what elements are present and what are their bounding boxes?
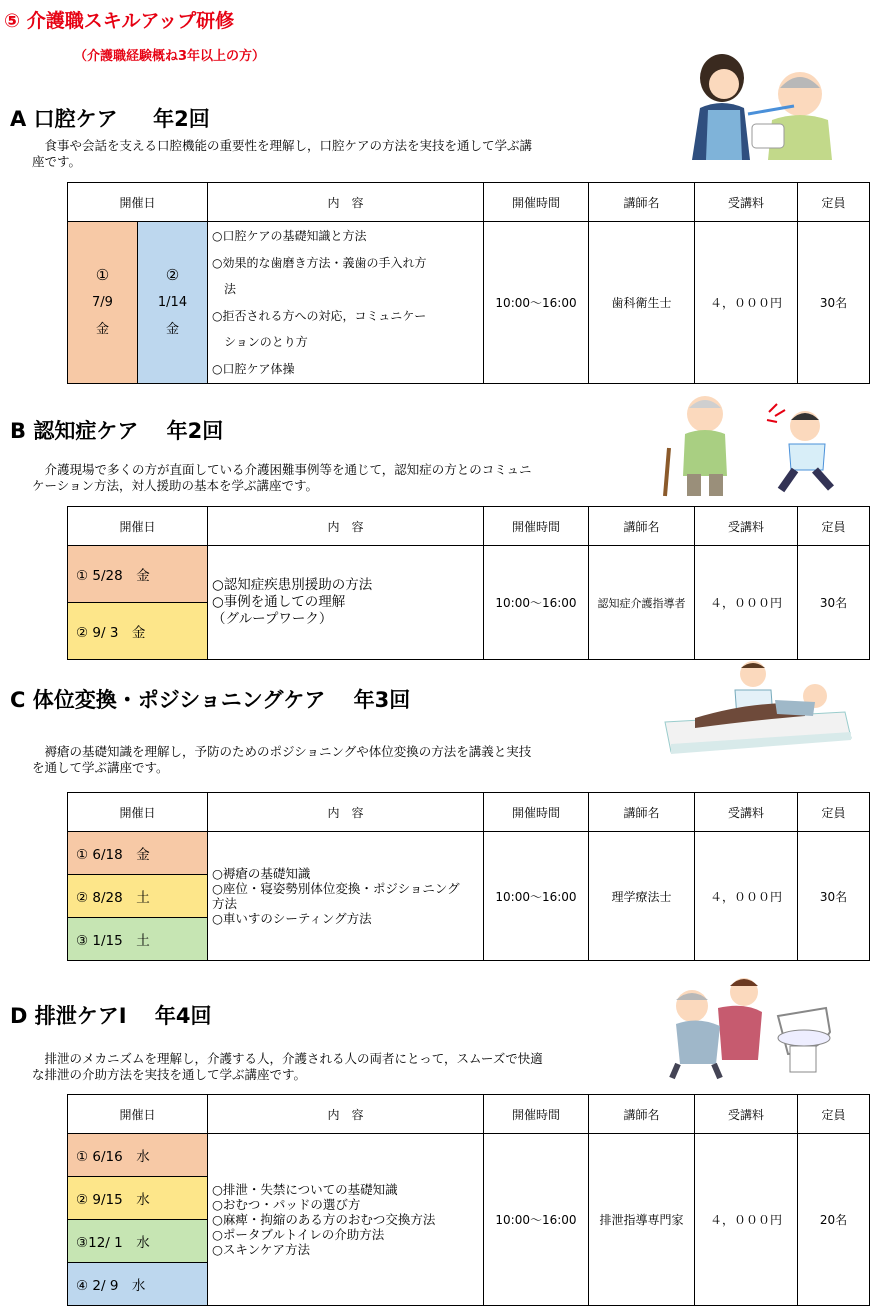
time-cell: 10:00～16:00: [484, 832, 589, 961]
content-line: （グループワーク）: [212, 611, 333, 627]
dementia-care-illustration: [655, 390, 850, 498]
content-line: ○排泄・失禁についての基礎知識: [212, 1182, 398, 1197]
section-b-description: [32, 462, 592, 494]
course-table-d: [67, 1094, 870, 1306]
toilet-care-illustration: [658, 972, 838, 1080]
date-cell-1: ① 6/18 金: [68, 832, 208, 875]
content-line: ○座位・寝姿勢別体位変換・ポジショニング: [212, 881, 460, 896]
desc-line: な排泄の介助方法を実技を通して学ぶ講座です。: [32, 1067, 307, 1082]
content-line: ○褥瘡の基礎知識: [212, 866, 311, 881]
section-b-title: B 認知症ケア 年2回: [10, 419, 224, 443]
capacity-cell: 20名: [798, 1134, 870, 1306]
date-day: 金: [166, 322, 180, 337]
content-line: ○事例を通しての理解: [212, 594, 346, 610]
header-capacity: 定員: [798, 1095, 870, 1134]
header-fee: 受講料: [695, 183, 798, 222]
section-d-title: D 排泄ケアⅠ 年4回: [10, 1004, 212, 1028]
desc-line: を通して学ぶ講座です。: [32, 760, 169, 775]
date-cell-1: ① 6/16 水: [68, 1134, 208, 1177]
header-capacity: 定員: [798, 507, 870, 546]
table-header-row: [68, 1095, 870, 1134]
date-num: ①: [95, 266, 110, 284]
section-d-description: [32, 1051, 592, 1083]
date-day: 金: [95, 322, 109, 337]
content-line: ○車いすのシーティング方法: [212, 911, 372, 926]
header-instructor: 講師名: [589, 507, 695, 546]
header-date: 開催日: [68, 1095, 208, 1134]
date-num: ②: [165, 266, 180, 284]
date-cell-2: ② 9/15 水: [68, 1177, 208, 1220]
date-cell-4: ④ 2/ 9 水: [68, 1263, 208, 1306]
table-header-row: [68, 507, 870, 546]
header-fee: 受講料: [695, 1095, 798, 1134]
section-c-title: C 体位変換・ポジショニングケア 年3回: [10, 688, 411, 712]
section-a-description: [32, 138, 592, 170]
desc-line: ケーション方法，対人援助の基本を学ぶ講座です。: [32, 478, 319, 493]
header-time: 開催時間: [484, 793, 589, 832]
table-row: [68, 832, 870, 875]
header-content: 内 容: [208, 507, 484, 546]
capacity-cell: 30名: [798, 546, 870, 660]
section-c-description: [32, 744, 592, 776]
table-header-row: [68, 183, 870, 222]
table-row: [68, 1134, 870, 1177]
instructor-cell: 歯科衛生士: [589, 222, 695, 384]
positioning-care-illustration: [655, 660, 855, 760]
section-a-title: A 口腔ケア 年2回: [10, 107, 210, 131]
time-cell: 10:00～16:00: [484, 546, 589, 660]
course-table-a: [67, 182, 870, 384]
page-title: ⑤ 介護職スキルアップ研修: [4, 10, 235, 32]
instructor-cell: 排泄指導専門家: [589, 1134, 695, 1306]
header-time: 開催時間: [484, 183, 589, 222]
desc-line: 座です。: [32, 154, 82, 169]
capacity-cell: 30名: [798, 832, 870, 961]
instructor-cell: 認知症介護指導者: [589, 546, 695, 660]
header-content: 内 容: [208, 183, 484, 222]
course-table-c: [67, 792, 870, 961]
time-cell: 10:00～16:00: [484, 1134, 589, 1306]
table-row: [68, 546, 870, 603]
content-line: ○効果的な歯磨き方法・義歯の手入れ方: [212, 255, 427, 270]
header-time: 開催時間: [484, 1095, 589, 1134]
content-cell: [208, 1134, 484, 1306]
header-date: 開催日: [68, 183, 208, 222]
header-instructor: 講師名: [589, 183, 695, 222]
header-capacity: 定員: [798, 793, 870, 832]
date-cell-2: ② 8/28 土: [68, 875, 208, 918]
date-cell-1: ① 5/28 金: [68, 546, 208, 603]
content-line: ○スキンケア方法: [212, 1242, 311, 1257]
header-date: 開催日: [68, 507, 208, 546]
date-cell-1: [68, 222, 138, 384]
content-line: ○おむつ・パッドの選び方: [212, 1197, 361, 1212]
desc-line: 食事や会話を支える口腔機能の重要性を理解し，口腔ケアの方法を実技を通して学ぶ講: [32, 138, 533, 153]
header-content: 内 容: [208, 793, 484, 832]
capacity-cell: 30名: [798, 222, 870, 384]
fee-cell: ４，０００円: [695, 1134, 798, 1306]
content-line: ○口腔ケアの基礎知識と方法: [212, 229, 367, 243]
date-value: 7/9: [92, 295, 113, 310]
date-cell-2: ② 9/ 3 金: [68, 603, 208, 660]
header-fee: 受講料: [695, 507, 798, 546]
date-cell-3: ③ 1/15 土: [68, 918, 208, 961]
content-line: ○拒否される方への対応，コミュニケー: [212, 308, 427, 323]
content-line: 方法: [212, 896, 238, 911]
header-capacity: 定員: [798, 183, 870, 222]
content-line: ションのとり方: [212, 335, 308, 349]
content-line: ○認知症疾患別援助の方法: [212, 577, 373, 593]
header-instructor: 講師名: [589, 1095, 695, 1134]
content-line: 法: [212, 282, 237, 296]
desc-line: 褥瘡の基礎知識を理解し，予防のためのポジショニングや体位変換の方法を講義と実技: [32, 744, 532, 759]
content-cell: [208, 222, 484, 384]
fee-cell: ４，０００円: [695, 546, 798, 660]
course-table-b: [67, 506, 870, 660]
date-cell-2: [138, 222, 208, 384]
desc-line: 介護現場で多くの方が直面している介護困難事例等を通じて，認知症の方とのコミュニ: [32, 462, 532, 477]
header-instructor: 講師名: [589, 793, 695, 832]
date-cell-3: ③12/ 1 水: [68, 1220, 208, 1263]
content-line: ○口腔ケア体操: [212, 361, 295, 376]
header-date: 開催日: [68, 793, 208, 832]
oral-care-illustration: [682, 48, 842, 160]
content-cell: [208, 546, 484, 660]
header-time: 開催時間: [484, 507, 589, 546]
table-row: [68, 222, 870, 384]
fee-cell: ４，０００円: [695, 832, 798, 961]
content-cell: [208, 832, 484, 961]
instructor-cell: 理学療法士: [589, 832, 695, 961]
header-content: 内 容: [208, 1095, 484, 1134]
time-cell: 10:00～16:00: [484, 222, 589, 384]
content-line: ○麻痺・拘縮のある方のおむつ交換方法: [212, 1212, 436, 1227]
date-value: 1/14: [157, 295, 188, 310]
content-line: ○ポータブルトイレの介助方法: [212, 1227, 385, 1242]
header-fee: 受講料: [695, 793, 798, 832]
table-header-row: [68, 793, 870, 832]
fee-cell: ４，０００円: [695, 222, 798, 384]
page-subtitle: （介護職経験概ね3年以上の方）: [74, 49, 266, 64]
desc-line: 排泄のメカニズムを理解し，介護する人，介護される人の両者にとって，スムーズで快適: [32, 1051, 543, 1066]
